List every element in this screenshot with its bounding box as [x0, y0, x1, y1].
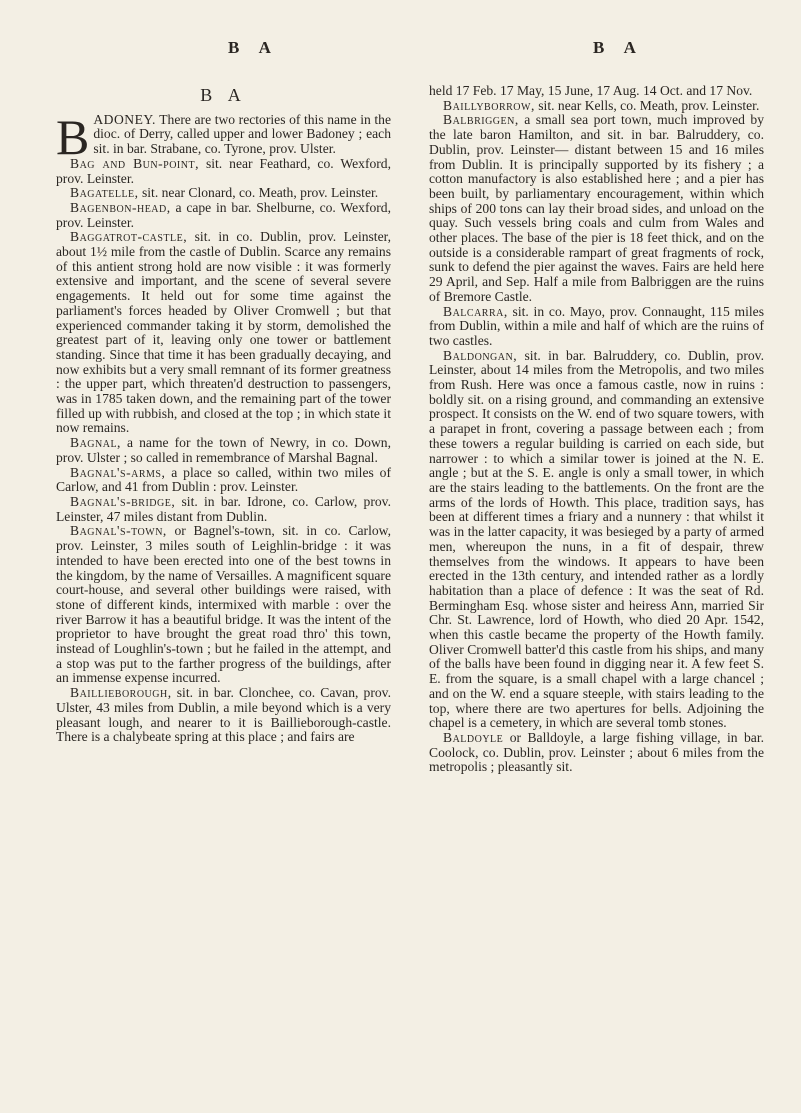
entry-headword: Balcarra, — [443, 303, 508, 319]
entry — [56, 157, 391, 186]
entry-text: sit. in bar. Balruddery, co. Dublin, prov. Leinster, about 14 miles from the Metropolis, and two miles from Rush. Here was once a famous castle, now in ruins : boldly sit. on a rising ground, and commanding an extensive prospect. It consists on the W. end of two square towers, with a parapet in front, covering a passage between each ; from these towers a regular building is carried on each side, but narrower : to which a similar tower is joined at the N. E. angle ; but at the S. E. angle is only a small tower, in which are the stairs leading to the battlements. On the front are the arms of the lords of Howth. This place, tradition says, has been at different times a friary and a nunnery : that whilst it was in the latter capacity, it was besieged by a party of armed men, whereupon the nuns, in a fit of despair, threw themselves from the windows. It appears to have been erected in the 13th century, and intended rather as a lordly habitation than a place of defence : It was the seat of Rd. Bermingham Esq. whose sister and heiress Ann, married Sir Chr. St. Lawrence, lord of Howth, who died 20 Apr. 1542, when this castle became the property of the Howth family. Oliver Cromwell batter'd this castle from his ships, and many of the balls have been found in digging near it. A few feet S. E. from the square, is a small chapel with a large chancel ; and on the W. end a square steeple, with stairs leading to the top, where there are two apertures for bells. Adjoining the chapel is a cemetery, in which are several tomb stones. — [429, 347, 764, 731]
entry-headword: Bagnal's-arms, — [70, 464, 166, 480]
entry — [429, 113, 764, 304]
entry-headword: Baggatrot-castle, — [70, 229, 188, 245]
entry-text: a place so called, within two miles of Carlow, and 41 from Dublin : prov. Leinster. — [56, 464, 391, 495]
entry — [56, 230, 391, 436]
entry-headword: Bagatelle, — [70, 185, 139, 201]
entry-headword: Bagnal's-town, — [70, 523, 167, 539]
entry-headword: Bag and Bun-point, — [70, 155, 199, 171]
entry-text: a cape in bar. Shelburne, co. Wexford, prov. Leinster. — [56, 199, 391, 230]
entry — [56, 466, 391, 495]
entry-text: sit. in co. Mayo, prov. Connaught, 115 miles from Dublin, within a mile and half of which are the ruins of two castles. — [429, 303, 764, 348]
entry-headword: Baillyborrow, — [443, 97, 535, 113]
entry-text: or Balldoyle, a large fishing village, in bar. Coolock, co. Dublin, prov. Leinster ; about 6 miles from the metropolis ; pleasantly sit. — [429, 729, 764, 775]
entry — [429, 305, 764, 349]
entry-headword: Baldongan, — [443, 347, 518, 363]
entry — [429, 349, 764, 731]
entry-text: sit. in bar. Idrone, co. Carlow, prov. Leinster, 47 miles distant from Dublin. — [56, 493, 391, 524]
entry — [56, 686, 391, 745]
entry-headword: Baillieborough, — [70, 685, 172, 701]
entry-headword: Bagnal's-bridge, — [70, 493, 176, 509]
entry-headword: Baldoyle — [443, 729, 504, 745]
entry-text: sit. near Feathard, co. Wexford, prov. Leinster. — [56, 155, 391, 186]
entry-headword: ADONEY. — [93, 111, 156, 127]
entry-text: sit. near Clonard, co. Meath, prov. Leinster. — [138, 185, 379, 201]
right-column — [429, 84, 764, 775]
entry — [429, 731, 764, 775]
entry — [56, 201, 391, 230]
entry-headword: Bagnal, — [70, 435, 121, 451]
entry-continuation: held 17 Feb. 17 May, 15 June, 17 Aug. 14 Oct. and 17 Nov. — [429, 83, 753, 98]
entry-text: sit. near Kells, co. Meath, prov. Leinster. — [534, 97, 760, 113]
entry — [56, 524, 391, 686]
entry-text: sit. in co. Dublin, prov. Leinster, about 1½ mile from the castle of Dublin. Scarce any remains of this antient strong hold are now visible : it was formerly extensive and important, and the scene of several severe engagements. It held out for some time against the parliament's forces headed by Oliver Cromwell ; but that experienced commander taking it by storm, demolished the greatest part of it, leaving only one tower or battlement standing. Since that time it has been gradually decaying, and now exhibits but a very small remnant of its former greatness : the upper part, which threaten'd destruction to passengers, was in 1785 taken down, and the remaining part of the tower filled up with rubbish, and closed at the top ; in which state it now remains. — [56, 229, 391, 436]
drop-cap: B — [56, 108, 90, 165]
entry-text: or Bagnel's-town, sit. in co. Carlow, prov. Leinster, 3 miles south of Leighlin-bridge : it was intended to have been erected into one of the best towns in the kingdom, by the name of Versailles. A magnificent square court-house, and several other buildings were raised, with stone of different kinds, intermixed with marble : over the river Barrow it has a beautiful bridge. It was the intent of the proprietor to have brought the great road thro' this town, instead of Loughlin's-town ; but he failed in the attempt, and a stop was put to the farther progress of the buildings, after an immense expense incurred. — [56, 523, 391, 686]
entry — [56, 436, 391, 465]
entry-text: sit. in bar. Clonchee, co. Cavan, prov. Ulster, 43 miles from Dublin, a mile beyond which is a very pleasant lough, and nearer to it is Baillieborough-castle. There is a chalybeate spring at this place ; and fairs are — [56, 685, 391, 745]
running-head-left: B A — [228, 38, 279, 57]
entry — [429, 99, 764, 114]
running-head-right: B A — [593, 38, 644, 57]
left-column — [56, 80, 391, 745]
entry-text: There are two rectories of this name in the dioc. of Derry, called upper and lower Badoney ; each sit. in bar. Strabane, co. Tyrone, prov. Ulster. — [93, 111, 391, 157]
entry-text: a small sea port town, much improved by the late baron Hamilton, and sit. in bar. Balruddery, co. Dublin, prov. Leinster— distant between 15 and 16 miles from Dublin. It is principally supported by its fishery ; a cotton manufactory is also established here ; and a pier has been built, by parliamentary encouragement, within which ships of 200 tons can lay their broad sides, and unload on the quay. Such vessels bring coals and culm from Wales and other places. The base of the pier is 18 feet thick, and on the outside is a considerable rampart of great fragments of rock, sunk to defend the pier against the waves. Fairs are held here 29 April, and Sep. Half a mile from Balbriggen are the ruins of Bremore Castle. — [429, 112, 764, 304]
entry-headword: Balbriggen, — [443, 112, 519, 128]
entry — [56, 495, 391, 524]
entry-headword: Bagenbon-head, — [70, 199, 171, 215]
entry — [56, 186, 391, 201]
section-heading: B A — [200, 85, 247, 105]
entry-text: a name for the town of Newry, in co. Down, prov. Ulster ; so called in remembrance of Marshal Bagnal. — [56, 435, 391, 465]
